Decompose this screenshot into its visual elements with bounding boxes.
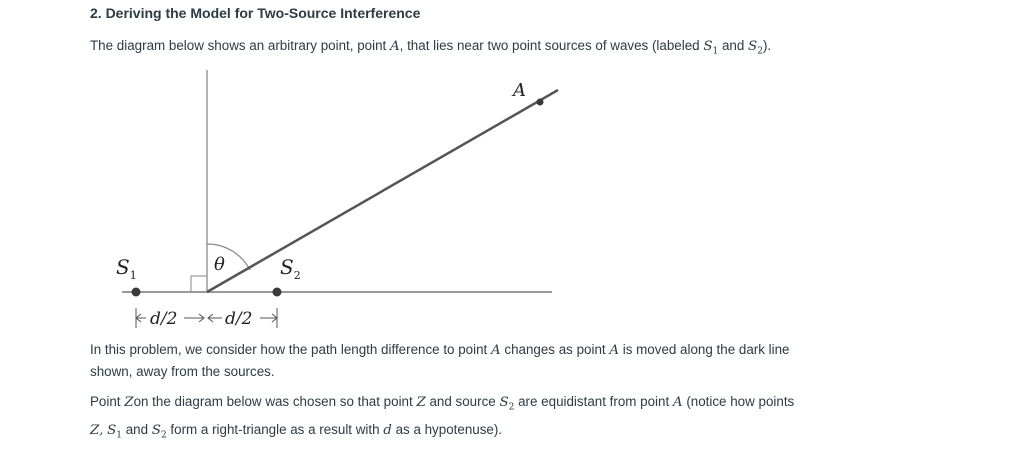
diagram-svg <box>100 64 570 334</box>
label-s2: $S_2$ <box>280 255 301 282</box>
point-a-dot <box>537 99 544 106</box>
label-d-half-left: d/2 <box>150 309 178 329</box>
source-1-symbol: $S_1$ <box>107 422 122 441</box>
path-line-to-a <box>207 90 558 292</box>
label-a: A <box>513 80 526 101</box>
source-2-symbol: $S_2$ <box>151 422 167 441</box>
point-a-symbol: A <box>672 395 683 410</box>
label-s1: $S_1$ <box>116 255 137 282</box>
point-a-symbol: A <box>609 343 620 358</box>
two-source-diagram <box>100 64 570 334</box>
right-angle-marker <box>191 276 207 292</box>
label-theta: θ <box>214 254 225 275</box>
source-1-symbol: $S_1$ <box>703 39 719 57</box>
source-2-symbol: $S_2$ <box>748 39 763 57</box>
point-z-paragraph: Point Zon the diagram below was chosen so that point Z and source $S_2$ are equidistant from point A (notice how points Z, $S_1$ and $S_2$ form a right-triangle as a result with d as a hypotenuse). <box>90 394 795 441</box>
point-z-symbol: Z <box>124 395 134 410</box>
problem-paragraph: In this problem, we consider how the path length difference to point A changes as point A is moved along the dark line shown, away from the sources. <box>90 342 790 379</box>
point-a-symbol: A <box>389 39 400 54</box>
section-title: 2. Deriving the Model for Two-Source Interference <box>90 5 421 21</box>
label-d-half-right: d/2 <box>225 309 253 329</box>
source-2-dot <box>273 288 282 297</box>
point-z-symbol: Z <box>416 395 426 410</box>
source-2-symbol: $S_2$ <box>499 395 515 413</box>
d-symbol: d <box>383 422 392 438</box>
intro-paragraph: The diagram below shows an arbitrary point, point A, that lies near two point sources of waves (labeled $S_1$ and $S_2$). <box>90 38 772 57</box>
point-z-symbol: Z, <box>90 422 104 438</box>
source-1-dot <box>132 288 141 297</box>
point-a-symbol: A <box>490 343 501 358</box>
